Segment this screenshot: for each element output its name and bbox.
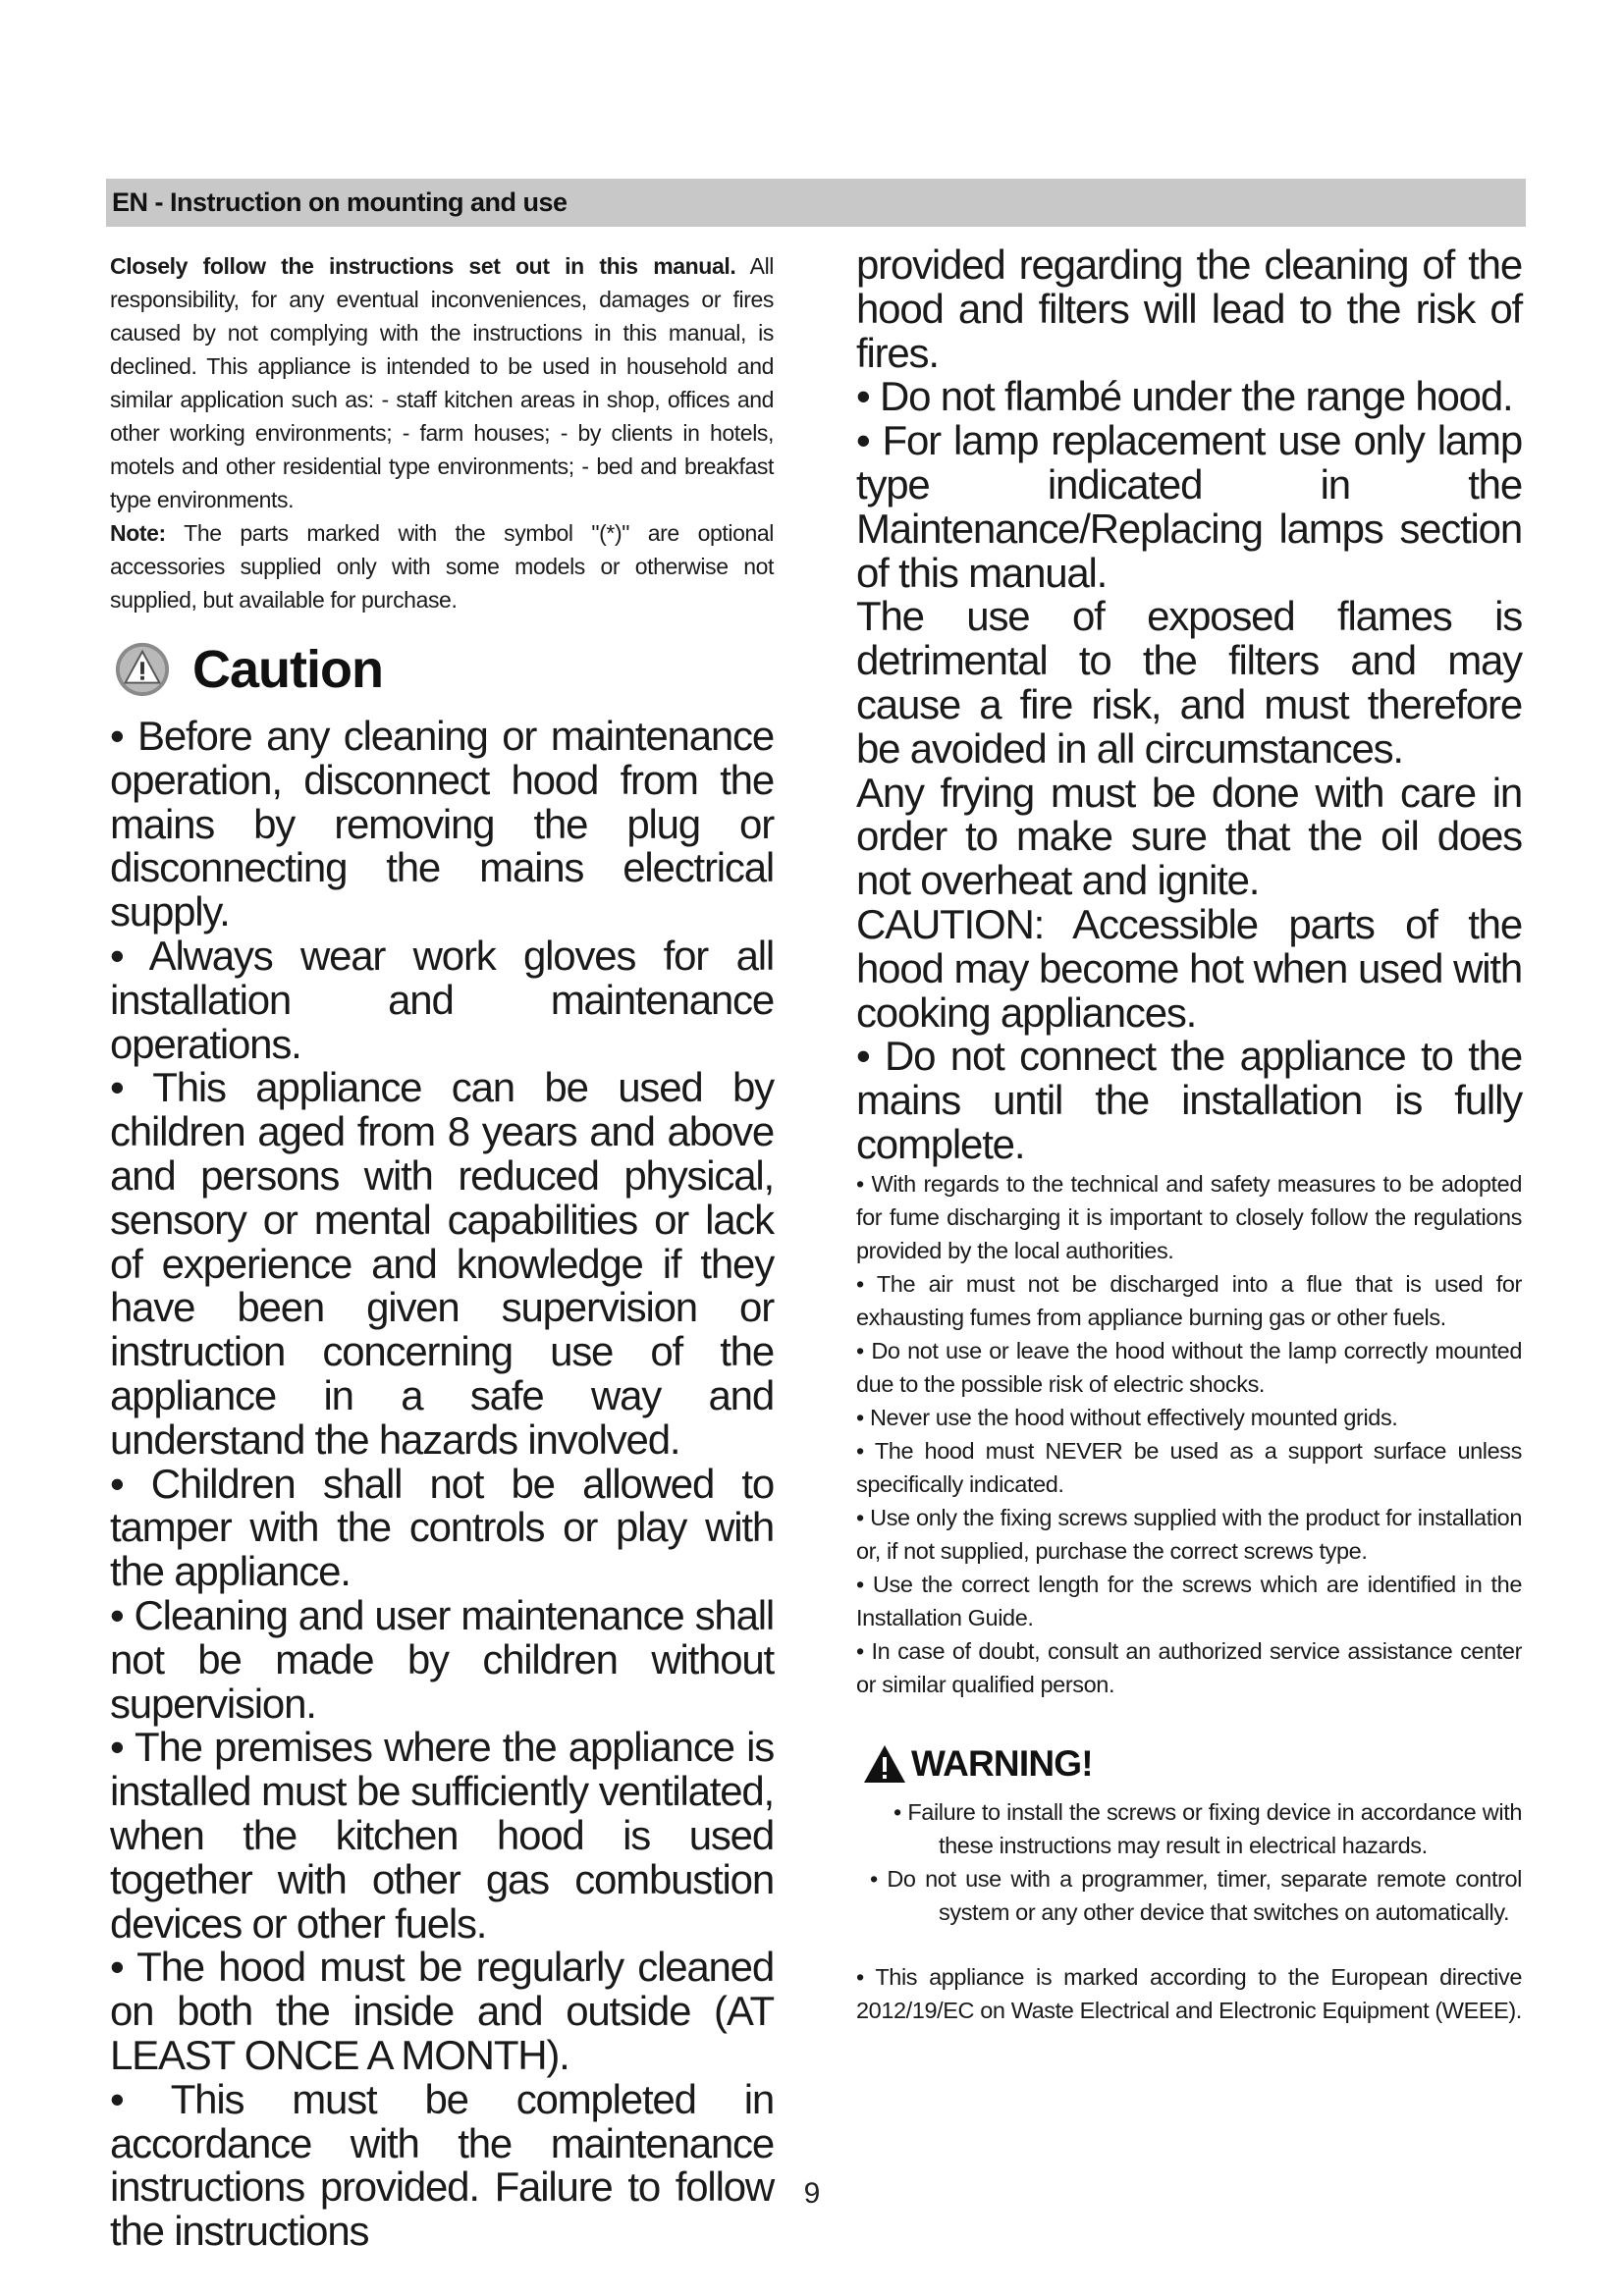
caution-triangle-icon xyxy=(114,641,171,698)
safety-item: • In case of doubt, consult an authorized service assistance center or similar qualified person. xyxy=(856,1637,1522,1697)
section-header-title: EN - Instruction on mounting and use xyxy=(112,187,568,217)
intro-paragraph xyxy=(110,249,774,516)
caution-paragraph: • Cleaning and user maintenance shall not be made by children without supervision. xyxy=(110,1591,774,1727)
warning-item: • Failure to install the screws or fixing device in accordance with these instructions may result in electrical hazards. xyxy=(893,1798,1522,1858)
safety-item: • The hood must NEVER be used as a support surface unless specifically indicated. xyxy=(856,1437,1522,1497)
weee-paragraph: • This appliance is marked according to the European directive 2012/19/EC on Waste Electrical and Electronic Equipment (WEEE). xyxy=(856,1963,1522,2023)
note-paragraph xyxy=(110,516,774,616)
safety-item: • With regards to the technical and safety measures to be adopted for fume discharging it is important to closely follow the regulations provided by the local authorities. xyxy=(856,1170,1522,1263)
caution-paragraph: • Do not flambé under the range hood. xyxy=(856,373,1513,420)
caution-paragraph: The use of exposed flames is detrimental to the filters and may cause a fire risk, and must therefore be avoided in all circumstances. xyxy=(856,593,1522,772)
note-label: Note: xyxy=(110,520,166,546)
warning-triangle-icon xyxy=(862,1743,907,1785)
page-number: 9 xyxy=(803,2177,821,2210)
caution-paragraph: • This must be completed in accordance with the maintenance instructions provided. Failure to follow the instructions xyxy=(110,2075,774,2255)
warning-item: • Do not use with a programmer, timer, separate remote control system or any other device that switches on automatically. xyxy=(870,1865,1522,1925)
intro-lead: Closely follow the instructions set out in this manual. xyxy=(110,253,736,279)
caution-paragraph: • Always wear work gloves for all installation and maintenance operations. xyxy=(110,932,774,1067)
caution-paragraph: • Before any cleaning or maintenance operation, disconnect hood from the mains by removing the plug or disconnecting the mains electrical supply. xyxy=(110,713,774,935)
left-column xyxy=(110,249,774,2254)
caution-paragraph: Any frying must be done with care in order to make sure that the oil does not overheat and ignite. xyxy=(856,769,1522,904)
caution-paragraph: • The hood must be regularly cleaned on both the inside and outside (AT LEAST ONCE A MONTH). xyxy=(110,1944,774,2078)
safety-item: • Use only the fixing screws supplied with the product for installation or, if not supplied, purchase the correct screws type. xyxy=(856,1504,1522,1564)
note-body: The parts marked with the symbol "(*)" are optional accessories supplied only with some models or otherwise not supplied, but available for purchase. xyxy=(110,520,774,613)
caution-paragraph: • Children shall not be allowed to tamper with the controls or play with the appliance. xyxy=(110,1460,774,1595)
caution-paragraph: • For lamp replacement use only lamp type indicated in the Maintenance/Replacing lamps section of this manual. xyxy=(856,417,1522,596)
caution-title: Caution xyxy=(192,640,383,699)
caution-paragraph: CAUTION: Accessible parts of the hood may become hot when used with cooking appliances. xyxy=(856,900,1522,1036)
caution-paragraph: • This appliance can be used by children aged from 8 years and above and persons with reduced physical, sensory or mental capabilities or lack of experience and knowledge if they have been given supervision or instruction concerning use of the appliance in a safe way and understand the hazards involved. xyxy=(110,1064,774,1463)
safety-item: • The air must not be discharged into a flue that is used for exhausting fumes from appliance burning gas or other fuels. xyxy=(856,1270,1522,1330)
warning-title: WARNING! xyxy=(911,1742,1093,1784)
right-column xyxy=(856,243,1522,2027)
safety-item: • Never use the hood without effectively mounted grids. xyxy=(856,1404,1398,1430)
caution-heading xyxy=(110,638,774,701)
section-header-bar xyxy=(106,179,1526,227)
safety-item: • Use the correct length for the screws which are identified in the Installation Guide. xyxy=(856,1571,1522,1630)
safety-item: • Do not use or leave the hood without the lamp correctly mounted due to the possible risk of electric shocks. xyxy=(856,1337,1522,1397)
caution-paragraph: • The premises where the appliance is installed must be sufficiently ventilated, when the kitchen hood is used together with other gas combustion devices or other fuels. xyxy=(110,1724,774,1947)
intro-body: All responsibility, for any eventual inconveniences, damages or fires caused by not complying with the instructions in this manual, is declined. This appliance is intended to be used in household and similar application such as: - staff kitchen areas in shop, offices and other working environments; - farm houses; - by clients in hotels, motels and other residential type environments; - bed and breakfast type environments. xyxy=(110,253,774,512)
caution-paragraph: • Do not connect the appliance to the mains until the installation is fully complete. xyxy=(856,1033,1522,1167)
caution-paragraph: provided regarding the cleaning of the hood and filters will lead to the risk of fires. xyxy=(856,241,1522,376)
warning-heading xyxy=(862,1740,1522,1788)
